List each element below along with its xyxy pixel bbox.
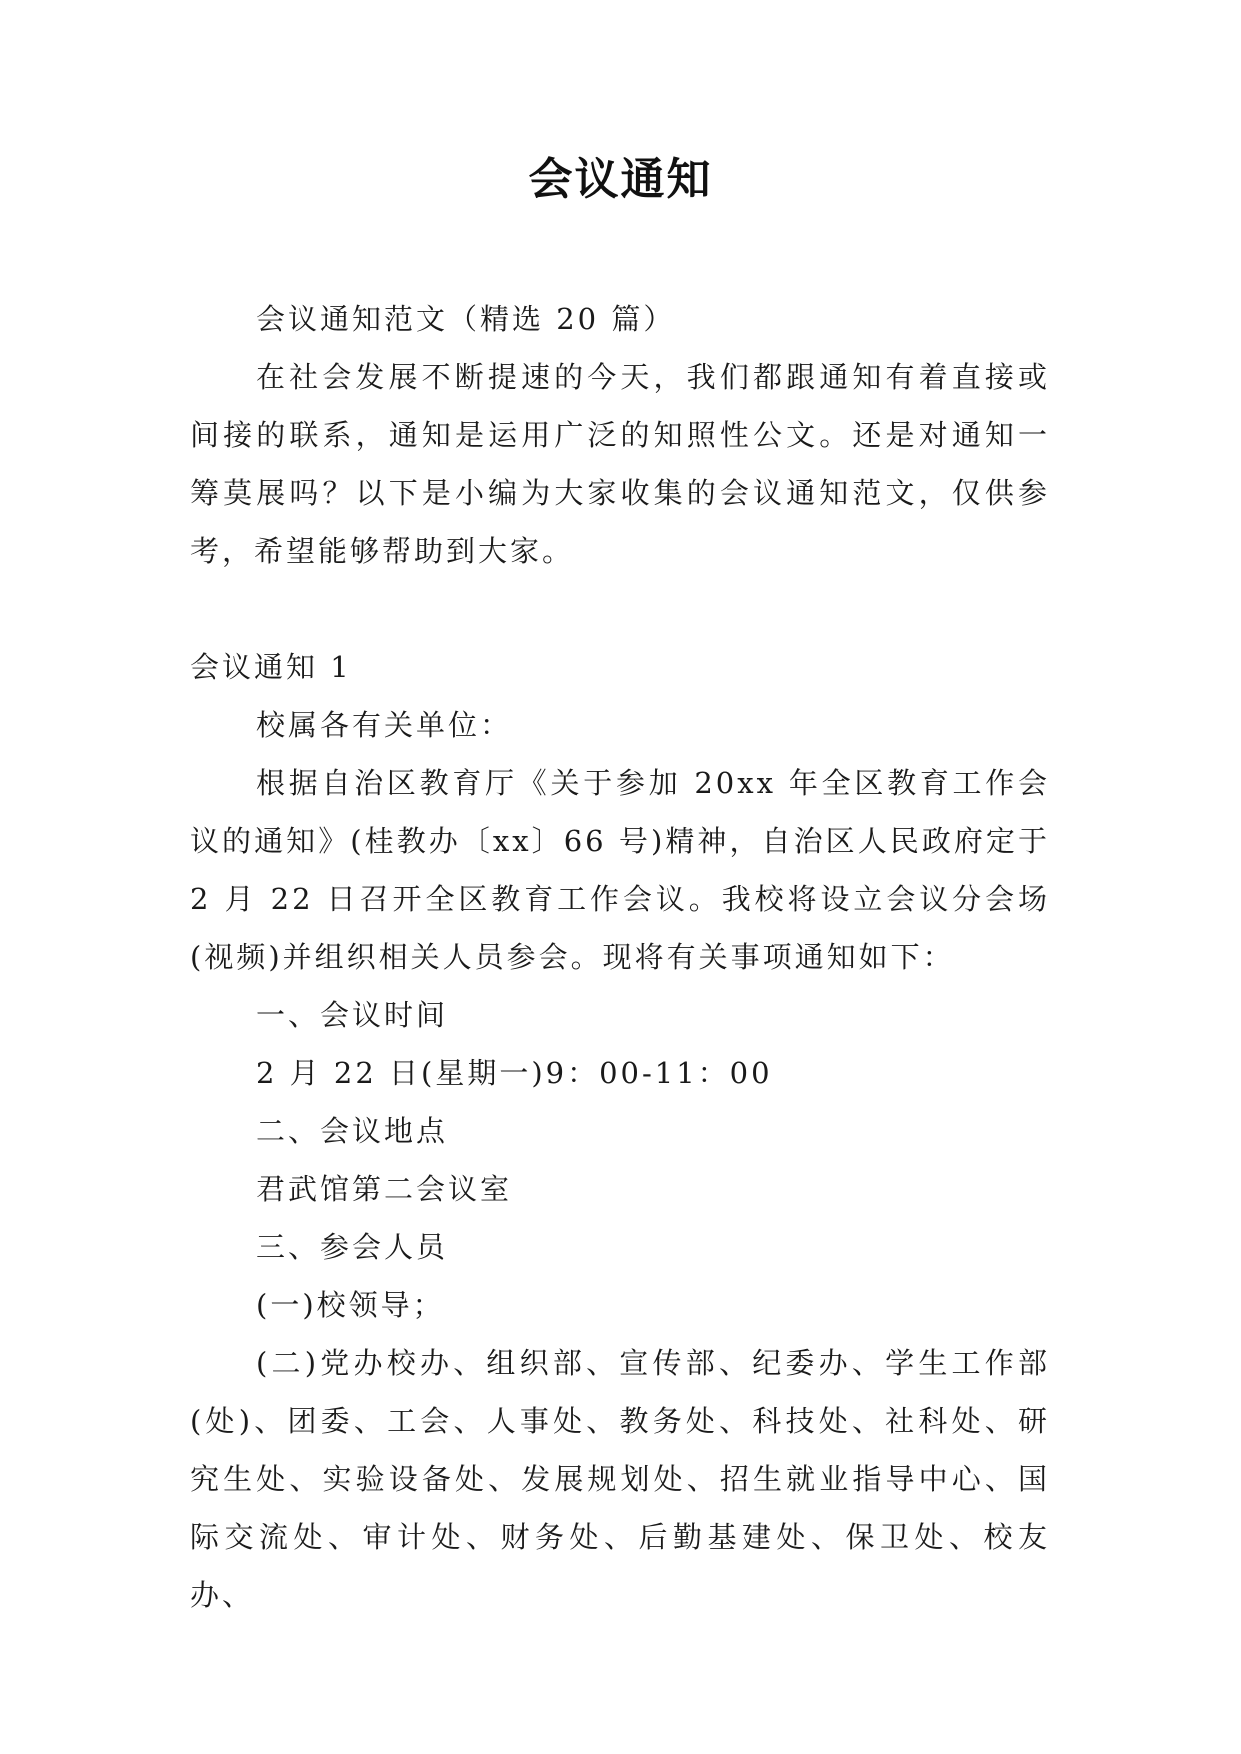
item-time-title: 一、会议时间	[256, 998, 449, 1032]
item-time-content: 2 月 22 日(星期一)9：00-11：00	[256, 1056, 773, 1090]
salutation: 校属各有关单位：	[256, 708, 513, 742]
attendees-sub1: (一)校领导；	[256, 1288, 445, 1322]
spacer	[190, 580, 1050, 638]
item-attendees-title: 三、参会人员	[256, 1230, 449, 1264]
intro-heading: 会议通知范文（精选 20 篇）	[256, 302, 676, 336]
document-title: 会议通知	[528, 154, 713, 205]
notice-heading: 会议通知 1	[190, 650, 352, 684]
document-body	[190, 290, 1050, 1624]
notice-body: 根据自治区教育厅《关于参加 20xx 年全区教育工作会议的通知》(桂教办〔xx〕66 号)精神，自治区人民政府定于 2 月 22 日召开全区教育工作会议。我校将设立会议分会场(视频)并组织相关人员参会。现将有关事项通知如下：	[190, 766, 1050, 974]
item-location-content: 君武馆第二会议室	[256, 1172, 513, 1206]
intro-paragraph: 在社会发展不断提速的今天，我们都跟通知有着直接或间接的联系，通知是运用广泛的知照性公文。还是对通知一筹莫展吗？以下是小编为大家收集的会议通知范文，仅供参考，希望能够帮助到大家。	[190, 360, 1050, 568]
item-location-title: 二、会议地点	[256, 1114, 449, 1148]
attendees-sub2: (二)党办校办、组织部、宣传部、纪委办、学生工作部(处)、团委、工会、人事处、教务处、科技处、社科处、研究生处、实验设备处、发展规划处、招生就业指导中心、国际交流处、审计处、财务处、后勤基建处、保卫处、校友办、	[190, 1346, 1050, 1612]
